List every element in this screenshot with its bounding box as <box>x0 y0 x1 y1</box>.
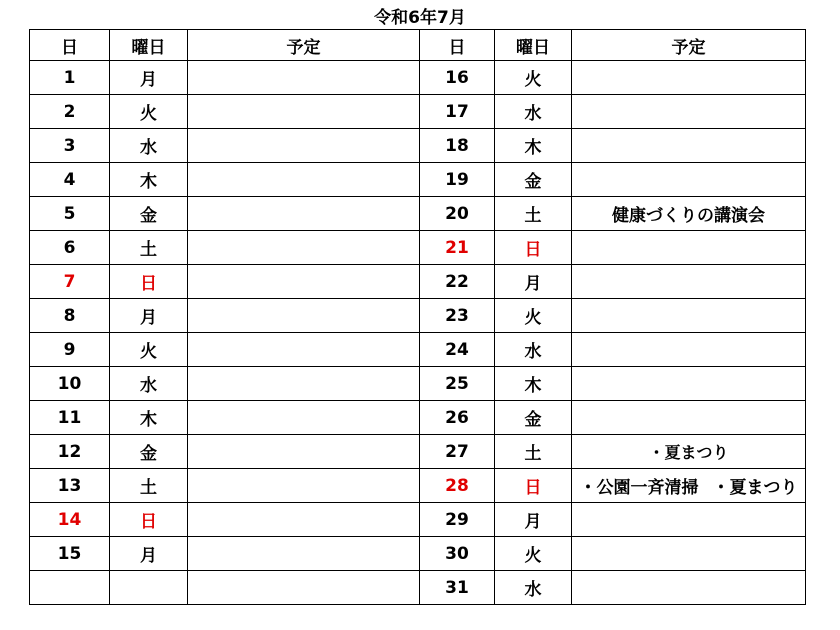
plan-cell <box>188 197 420 231</box>
weekday-cell: 水 <box>110 367 188 401</box>
weekday-cell: 日 <box>495 231 572 265</box>
day-cell: 28 <box>420 469 495 503</box>
weekday-cell: 金 <box>110 435 188 469</box>
day-cell: 31 <box>420 571 495 605</box>
table-row <box>30 435 806 469</box>
weekday-cell: 金 <box>110 197 188 231</box>
day-cell: 16 <box>420 61 495 95</box>
plan-cell <box>572 197 806 231</box>
plan-cell <box>188 401 420 435</box>
weekday-cell: 木 <box>495 129 572 163</box>
weekday-cell: 土 <box>495 197 572 231</box>
plan-cell <box>188 299 420 333</box>
table-row <box>30 129 806 163</box>
plan-cell <box>188 435 420 469</box>
weekday-cell: 火 <box>495 61 572 95</box>
plan-cell <box>572 299 806 333</box>
plan-cell <box>188 333 420 367</box>
weekday-cell: 土 <box>110 469 188 503</box>
day-cell: 30 <box>420 537 495 571</box>
header-plan: 予定 <box>572 30 806 61</box>
day-cell <box>30 571 110 605</box>
day-cell: 18 <box>420 129 495 163</box>
table-row <box>30 333 806 367</box>
weekday-cell: 火 <box>110 95 188 129</box>
weekday-cell: 水 <box>495 95 572 129</box>
plan-cell <box>572 129 806 163</box>
weekday-cell: 月 <box>110 537 188 571</box>
weekday-cell: 木 <box>110 401 188 435</box>
day-cell: 3 <box>30 129 110 163</box>
day-cell: 4 <box>30 163 110 197</box>
weekday-cell: 月 <box>110 299 188 333</box>
weekday-cell: 水 <box>110 129 188 163</box>
table-row <box>30 299 806 333</box>
table-row <box>30 61 806 95</box>
table-row <box>30 537 806 571</box>
weekday-cell: 木 <box>495 367 572 401</box>
header-plan: 予定 <box>188 30 420 61</box>
plan-cell <box>188 163 420 197</box>
plan-cell <box>572 95 806 129</box>
calendar-table <box>29 29 806 605</box>
table-row <box>30 401 806 435</box>
day-cell: 10 <box>30 367 110 401</box>
header-day: 日 <box>420 30 495 61</box>
day-cell: 15 <box>30 537 110 571</box>
table-row <box>30 163 806 197</box>
weekday-cell: 水 <box>495 333 572 367</box>
plan-cell <box>572 571 806 605</box>
plan-cell <box>188 537 420 571</box>
day-cell: 26 <box>420 401 495 435</box>
header-weekday: 曜日 <box>495 30 572 61</box>
day-cell: 12 <box>30 435 110 469</box>
weekday-cell <box>110 571 188 605</box>
plan-cell <box>188 469 420 503</box>
plan-cell <box>188 95 420 129</box>
plan-cell <box>572 537 806 571</box>
plan-cell <box>572 265 806 299</box>
day-cell: 8 <box>30 299 110 333</box>
page-title: 令和6年7月 <box>374 8 466 28</box>
plan-cell <box>188 231 420 265</box>
day-cell: 24 <box>420 333 495 367</box>
table-row <box>30 571 806 605</box>
day-cell: 25 <box>420 367 495 401</box>
table-row <box>30 367 806 401</box>
weekday-cell: 土 <box>495 435 572 469</box>
day-cell: 7 <box>30 265 110 299</box>
weekday-cell: 月 <box>495 503 572 537</box>
header-weekday: 曜日 <box>110 30 188 61</box>
plan-cell <box>572 367 806 401</box>
day-cell: 5 <box>30 197 110 231</box>
day-cell: 2 <box>30 95 110 129</box>
plan-cell <box>572 163 806 197</box>
plan-cell <box>572 401 806 435</box>
plan-cell <box>188 367 420 401</box>
table-row <box>30 95 806 129</box>
table-row <box>30 503 806 537</box>
day-cell: 1 <box>30 61 110 95</box>
table-row <box>30 469 806 503</box>
day-cell: 6 <box>30 231 110 265</box>
weekday-cell: 日 <box>495 469 572 503</box>
weekday-cell: 日 <box>110 265 188 299</box>
weekday-cell: 日 <box>110 503 188 537</box>
day-cell: 17 <box>420 95 495 129</box>
table-row <box>30 265 806 299</box>
weekday-cell: 金 <box>495 163 572 197</box>
plan-cell <box>572 333 806 367</box>
weekday-cell: 火 <box>110 333 188 367</box>
weekday-cell: 火 <box>495 299 572 333</box>
weekday-cell: 水 <box>495 571 572 605</box>
weekday-cell: 月 <box>495 265 572 299</box>
day-cell: 11 <box>30 401 110 435</box>
day-cell: 27 <box>420 435 495 469</box>
day-cell: 22 <box>420 265 495 299</box>
day-cell: 14 <box>30 503 110 537</box>
day-cell: 19 <box>420 163 495 197</box>
plan-cell <box>188 265 420 299</box>
day-cell: 23 <box>420 299 495 333</box>
header-day: 日 <box>30 30 110 61</box>
day-cell: 20 <box>420 197 495 231</box>
plan-cell <box>188 129 420 163</box>
header-row <box>30 30 806 61</box>
table-row <box>30 231 806 265</box>
plan-cell <box>572 469 806 503</box>
plan-cell <box>188 503 420 537</box>
table-row <box>30 197 806 231</box>
weekday-cell: 木 <box>110 163 188 197</box>
plan-cell <box>572 503 806 537</box>
plan-cell <box>188 61 420 95</box>
day-cell: 29 <box>420 503 495 537</box>
plan-cell <box>572 435 806 469</box>
weekday-cell: 土 <box>110 231 188 265</box>
plan-cell <box>188 571 420 605</box>
day-cell: 13 <box>30 469 110 503</box>
weekday-cell: 金 <box>495 401 572 435</box>
plan-text: 健康づくりの講演会 <box>612 206 765 226</box>
plan-text: ・夏まつり <box>648 443 729 462</box>
day-cell: 9 <box>30 333 110 367</box>
plan-cell <box>572 231 806 265</box>
day-cell: 21 <box>420 231 495 265</box>
plan-cell <box>572 61 806 95</box>
weekday-cell: 火 <box>495 537 572 571</box>
plan-text: ・公園一斉清掃 <box>579 478 699 498</box>
weekday-cell: 月 <box>110 61 188 95</box>
plan-text: ・夏まつり <box>712 478 798 498</box>
